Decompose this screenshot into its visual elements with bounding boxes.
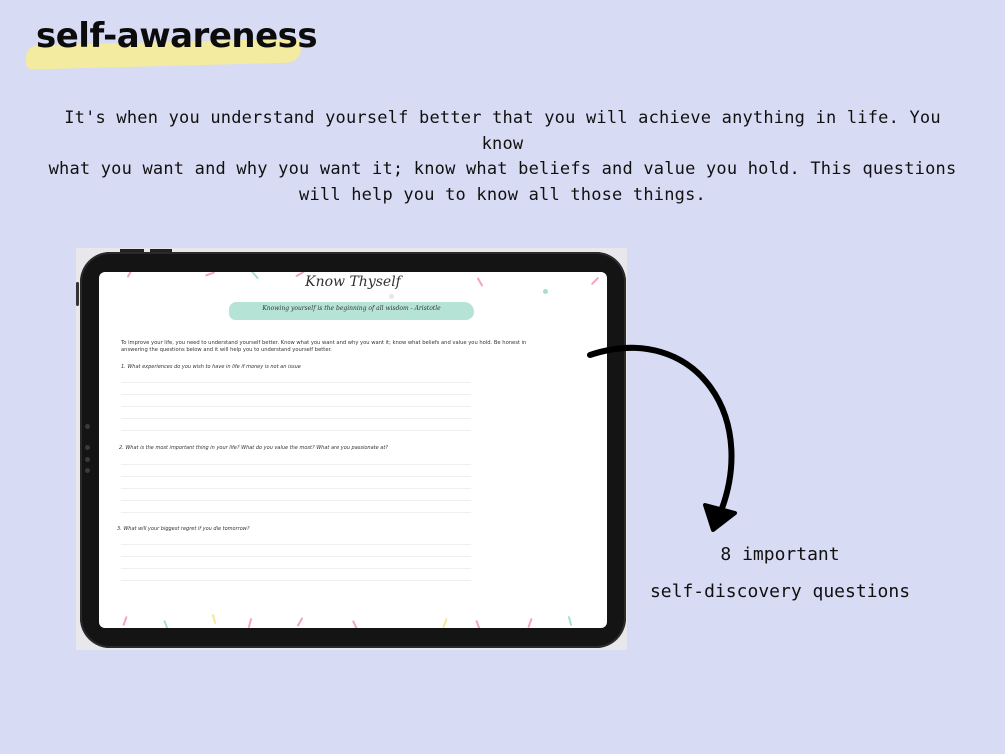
answer-line bbox=[121, 544, 471, 545]
answer-line bbox=[121, 430, 471, 431]
intro-line-1: It's when you understand yourself better that you will achieve anything in life. You know bbox=[64, 108, 941, 154]
confetti-decoration bbox=[212, 614, 217, 624]
answer-line bbox=[121, 556, 471, 557]
page-title: self-awareness bbox=[36, 16, 318, 56]
confetti-decoration bbox=[568, 616, 573, 626]
camera-sensor bbox=[85, 468, 90, 473]
answer-line bbox=[121, 382, 471, 383]
answer-line bbox=[121, 418, 471, 419]
answer-line bbox=[121, 568, 471, 569]
confetti-decoration bbox=[163, 620, 168, 628]
caption-line-1: 8 important bbox=[720, 544, 840, 565]
answer-line bbox=[121, 580, 471, 581]
confetti-decoration bbox=[475, 620, 480, 628]
confetti-decoration bbox=[122, 616, 127, 626]
answer-line bbox=[121, 488, 471, 489]
question-3: 3. What will your biggest regret if you die tomorrow? bbox=[117, 526, 250, 532]
confetti-decoration bbox=[248, 618, 253, 628]
tablet-side-button bbox=[76, 282, 79, 306]
tablet-device bbox=[80, 252, 626, 648]
tablet-top-button bbox=[150, 249, 172, 252]
intro-line-3: will help you to know all those things. bbox=[299, 184, 706, 205]
tablet-top-button bbox=[120, 249, 144, 252]
camera-sensor bbox=[85, 457, 90, 462]
curved-arrow-icon bbox=[585, 340, 755, 540]
answer-line bbox=[121, 464, 471, 465]
answer-line bbox=[121, 394, 471, 395]
worksheet-quote: Knowing yourself is the beginning of all wisdom - Aristotle bbox=[262, 305, 441, 312]
title-block bbox=[30, 12, 320, 68]
answer-line bbox=[121, 500, 471, 501]
answer-line bbox=[121, 512, 471, 513]
confetti-decoration bbox=[442, 618, 447, 628]
worksheet-intro: To improve your life, you need to understand yourself better. Know what you want and why you want it; know what beliefs and value you hold. Be honest in answering the questions below and it will help you to understand yourself better. bbox=[121, 340, 527, 353]
intro-line-2: what you want and why you want it; know what beliefs and value you hold. This questions bbox=[48, 159, 957, 179]
tablet-screen bbox=[99, 272, 607, 628]
answer-line bbox=[121, 406, 471, 407]
confetti-decoration bbox=[352, 620, 358, 628]
confetti-decoration bbox=[527, 618, 532, 628]
question-2: 2. What is the most important thing in your life? What do you value the most? What are you passionate at? bbox=[119, 445, 388, 451]
camera-sensor bbox=[85, 424, 90, 429]
confetti-dot bbox=[389, 294, 394, 299]
question-1: 1. What experiences do you wish to have in life if money is not an issue bbox=[121, 364, 301, 370]
answer-line bbox=[121, 476, 471, 477]
intro-paragraph bbox=[40, 106, 965, 208]
caption-line-2: self-discovery questions bbox=[649, 581, 911, 602]
confetti-decoration bbox=[297, 617, 304, 627]
caption bbox=[625, 536, 935, 610]
worksheet-title: Know Thyself bbox=[305, 274, 401, 290]
camera-sensor bbox=[85, 445, 90, 450]
